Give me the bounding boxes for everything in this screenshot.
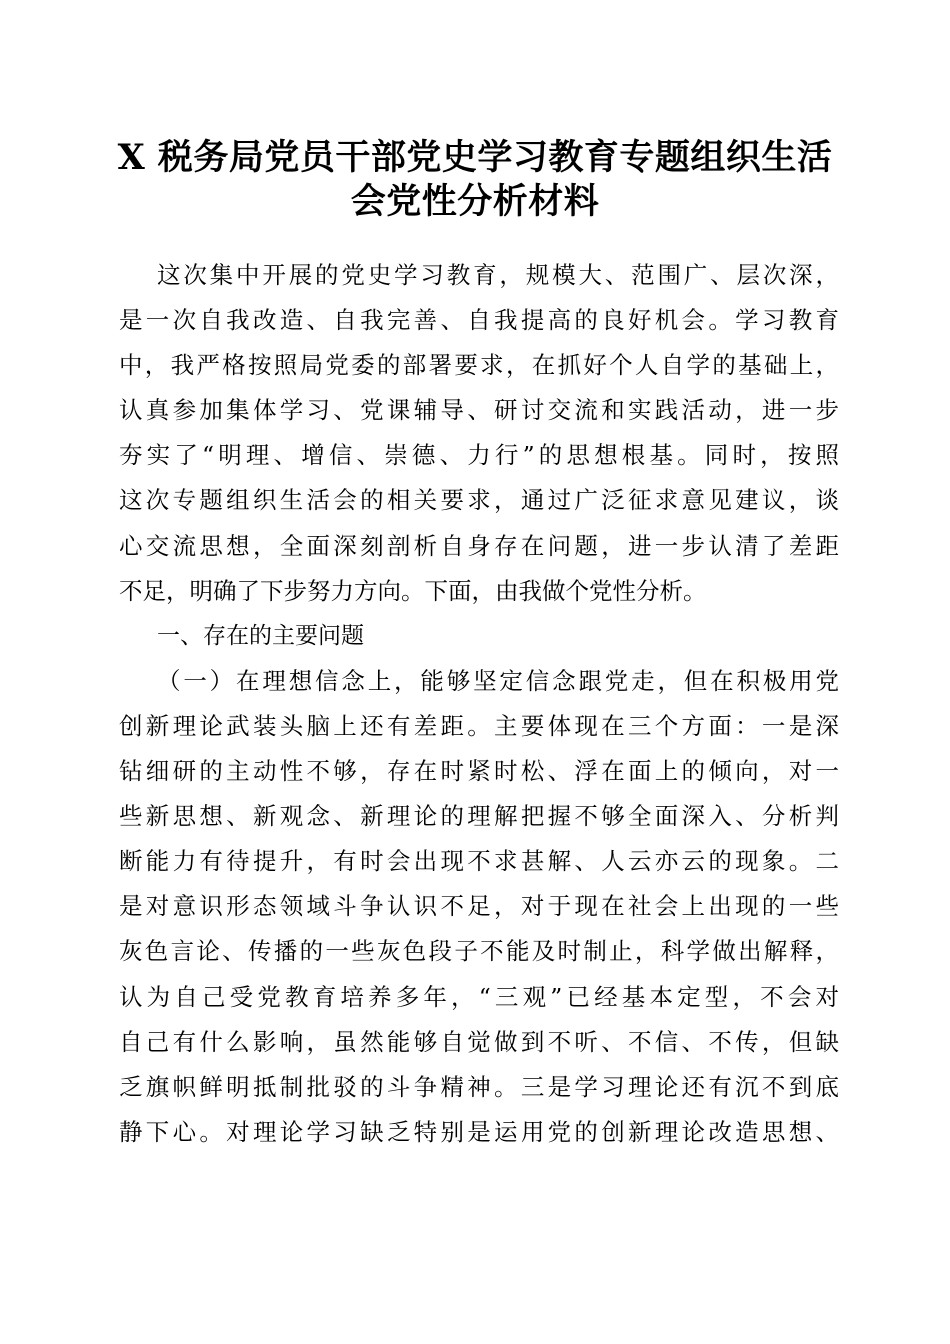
text-line: 创新理论武装头脑上还有差距。主要体现在三个方面：一是深: [119, 711, 839, 740]
text-line: 是对意识形态领域斗争认识不足，对于现在社会上出现的一些: [119, 892, 839, 921]
text-line: 中，我严格按照局党委的部署要求，在抓好个人自学的基础上，: [119, 351, 839, 380]
text-line: 乏旗帜鲜明抵制批驳的斗争精神。三是学习理论还有沉不到底: [119, 1072, 839, 1101]
text-line: 认真参加集体学习、党课辅导、研讨交流和实践活动，进一步: [119, 396, 839, 425]
text-line: 这次集中开展的党史学习教育，规模大、范围广、层次深，: [157, 261, 839, 289]
section-1-paragraph: [119, 659, 839, 1155]
text-line: 自己有什么影响，虽然能够自觉做到不听、不信、不传，但缺: [119, 1027, 839, 1056]
intro-paragraph: [119, 253, 839, 614]
text-line: （一）在理想信念上，能够坚定信念跟党走，但在积极用党: [157, 666, 839, 695]
text-line: 是一次自我改造、自我完善、自我提高的良好机会。学习教育: [119, 306, 839, 335]
document-title: [100, 136, 850, 224]
text-line: 断能力有待提升，有时会出现不求甚解、人云亦云的现象。二: [119, 847, 839, 876]
text-line: 灰色言论、传播的一些灰色段子不能及时制止，科学做出解释，: [119, 937, 839, 966]
text-line: 钻细研的主动性不够，存在时紧时松、浮在面上的倾向，对一: [119, 757, 839, 786]
title-line-2: 会党性分析材料: [350, 181, 600, 222]
document-body: [119, 253, 839, 1155]
text-line: 心交流思想，全面深刻剖析自身存在问题，进一步认清了差距: [119, 531, 839, 560]
text-line: 夯实了“明理、增信、崇德、力行”的思想根基。同时，按照: [119, 441, 839, 470]
section-heading: 一、存在的主要问题: [157, 622, 364, 649]
text-line: 这次专题组织生活会的相关要求，通过广泛征求意见建议，谈: [119, 486, 839, 515]
title-line-1: X 税务局党员干部党史学习教育专题组织生活: [117, 137, 833, 178]
text-line: 些新思想、新观念、新理论的理解把握不够全面深入、分析判: [119, 802, 839, 831]
text-line: 不足，明确了下步努力方向。下面，由我做个党性分析。: [119, 576, 707, 605]
text-line: 静下心。对理论学习缺乏特别是运用党的创新理论改造思想、: [119, 1117, 839, 1146]
text-line: 认为自己受党教育培养多年，“三观”已经基本定型，不会对: [119, 982, 839, 1011]
